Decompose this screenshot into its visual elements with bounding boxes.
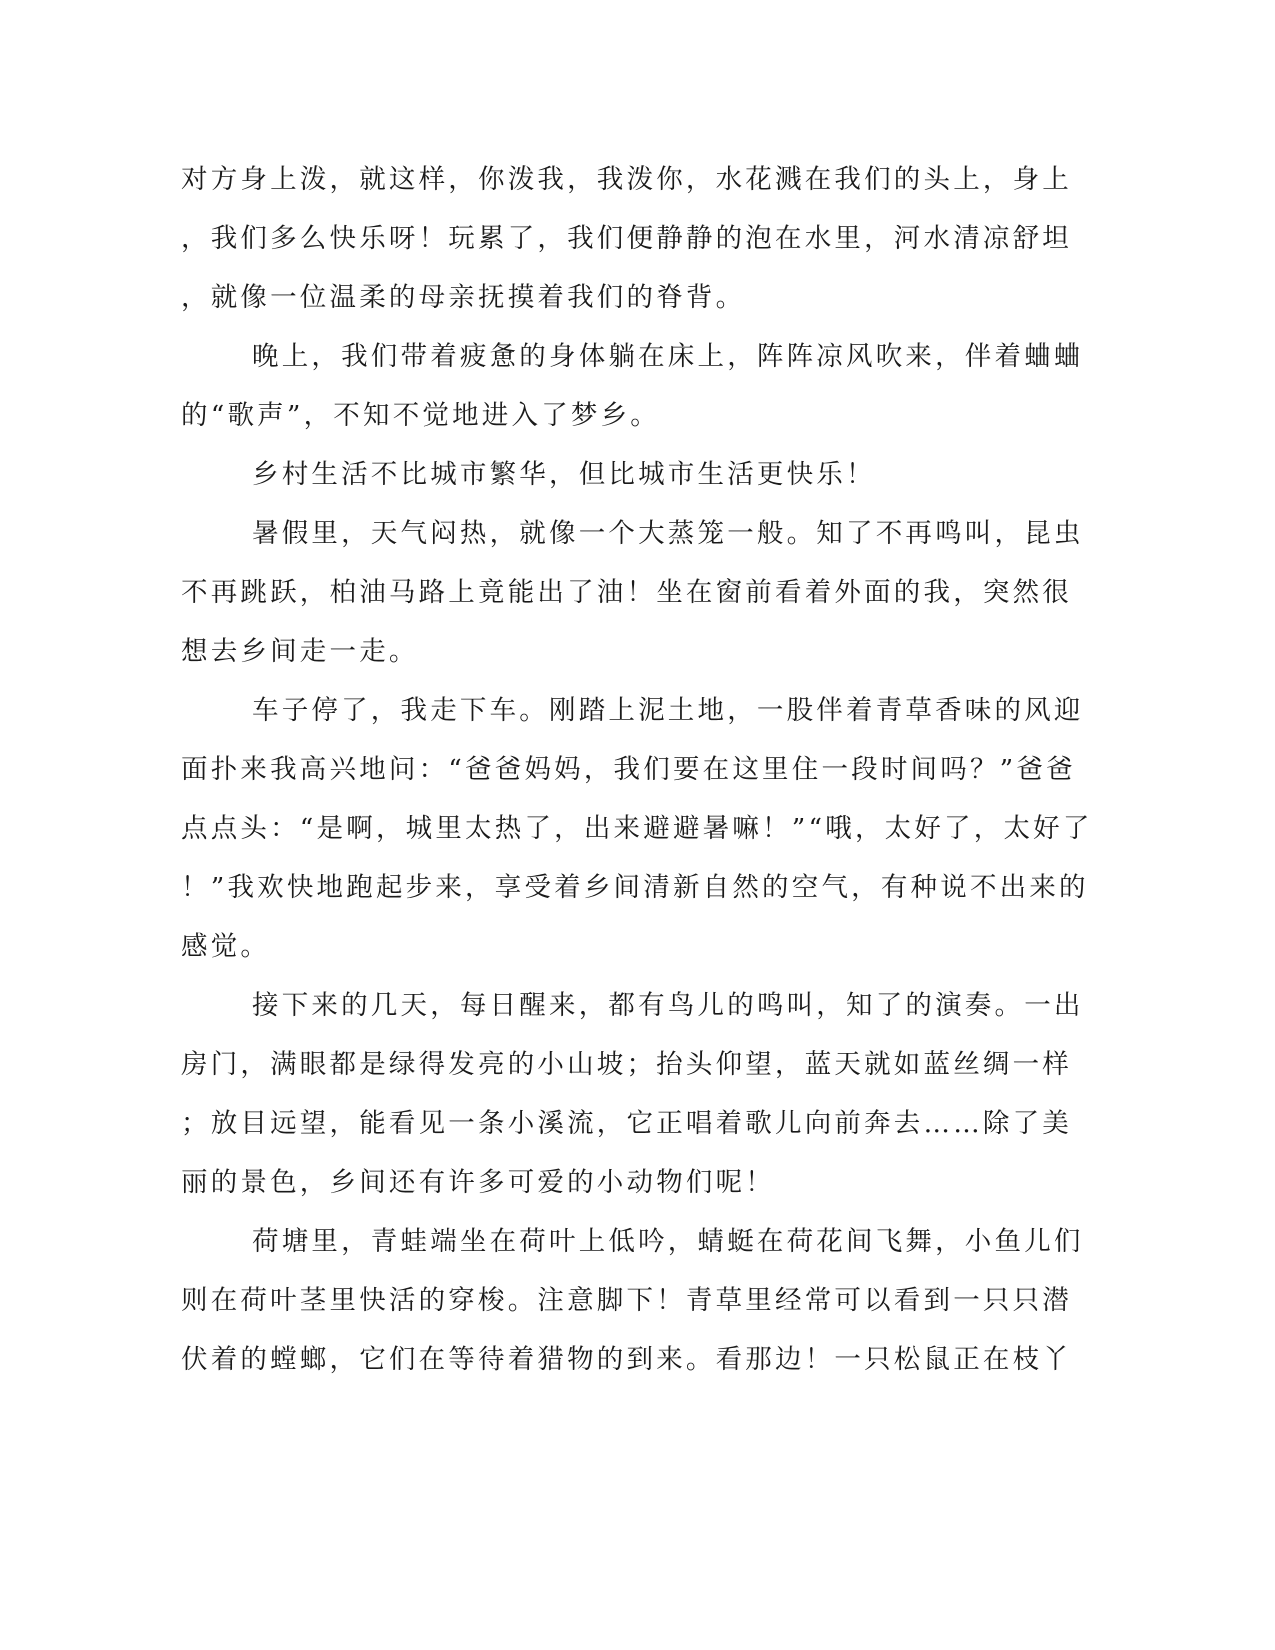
paragraph-first-line: 接下来的几天，每日醒来，都有鸟儿的鸣叫，知了的演奏。一出 [252, 990, 1084, 1021]
text-line: 点点头：“是啊，城里太热了，出来避避暑嘛！”“哦，太好了，太好了 [181, 813, 1093, 844]
text-line: 房门，满眼都是绿得发亮的小山坡；抬头仰望，蓝天就如蓝丝绸一样 [181, 1049, 1072, 1080]
text-line: 的“歌声”，不知不觉地进入了梦乡。 [181, 400, 660, 431]
text-line: 伏着的螳螂，它们在等待着猎物的到来。看那边！一只松鼠正在枝丫 [181, 1344, 1072, 1375]
text-line: 对方身上泼，就这样，你泼我，我泼你，水花溅在我们的头上，身上 [181, 164, 1072, 195]
text-line: 感觉。 [181, 931, 271, 962]
text-line: 面扑来我高兴地问：“爸爸妈妈，我们要在这里住一段时间吗？”爸爸 [181, 754, 1076, 785]
text-line: ，就像一位温柔的母亲抚摸着我们的脊背。 [181, 282, 746, 313]
paragraph-first-line: 晚上，我们带着疲惫的身体躺在床上，阵阵凉风吹来，伴着蛐蛐 [252, 341, 1084, 372]
text-line: ！”我欢快地跑起步来，享受着乡间清新自然的空气，有种说不出来的 [181, 872, 1089, 903]
paragraph-first-line: 车子停了，我走下车。刚踏上泥土地，一股伴着青草香味的风迎 [252, 695, 1084, 726]
text-line: 则在荷叶茎里快活的穿梭。注意脚下！青草里经常可以看到一只只潜 [181, 1285, 1072, 1316]
text-line: 不再跳跃，柏油马路上竟能出了油！坐在窗前看着外面的我，突然很 [181, 577, 1072, 608]
text-line: ，我们多么快乐呀！玩累了，我们便静静的泡在水里，河水清凉舒坦 [181, 223, 1072, 254]
paragraph-first-line: 荷塘里，青蛙端坐在荷叶上低吟，蜻蜓在荷花间飞舞，小鱼儿们 [252, 1226, 1084, 1257]
text-line: 丽的景色，乡间还有许多可爱的小动物们呢！ [181, 1167, 775, 1198]
paragraph-first-line: 乡村生活不比城市繁华，但比城市生活更快乐！ [252, 459, 876, 490]
paragraph-first-line: 暑假里，天气闷热，就像一个大蒸笼一般。知了不再鸣叫，昆虫 [252, 518, 1084, 549]
text-line: 想去乡间走一走。 [181, 636, 419, 667]
text-line: ；放目远望，能看见一条小溪流，它正唱着歌儿向前奔去……除了美 [181, 1108, 1072, 1139]
